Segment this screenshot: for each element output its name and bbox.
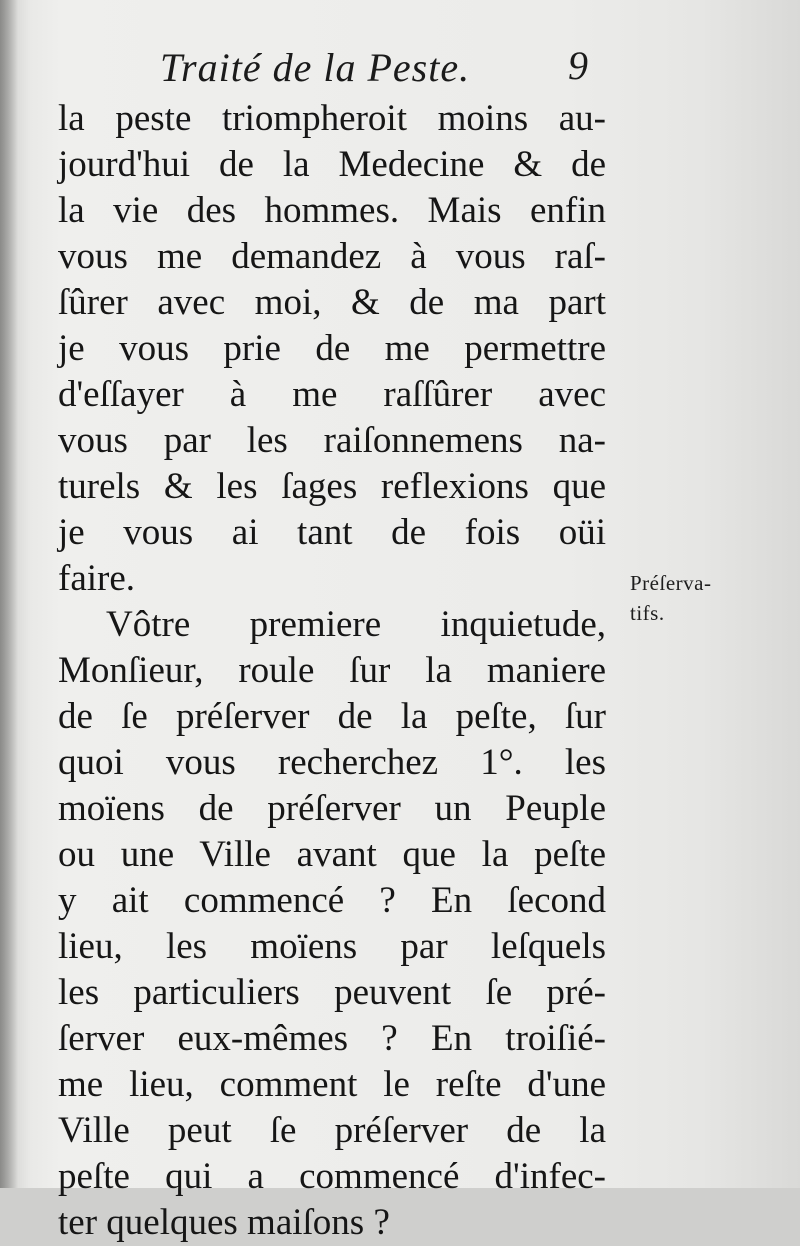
text-line: turels & les ſages reflexions que [58,466,606,507]
text-line: de ſe préſerver de la peſte, ſur [58,696,606,737]
text-line: vous par les raiſonnemens na- [58,420,606,461]
text-line: ou une Ville avant que la peſte [58,834,606,875]
running-head-title: Traité de la Peste. [160,45,471,90]
text-line: d'eſſayer à me raſſûrer avec [58,374,606,415]
text-line: les particuliers peuvent ſe pré- [58,972,606,1013]
marginal-note-line: tifs. [630,601,665,625]
text-line: je vous prie de me permettre [58,328,606,369]
text-line: ſûrer avec moi, & de ma part [58,282,606,323]
text-line: peſte qui a commencé d'infec- [58,1156,606,1197]
text-line: faire. [58,558,136,599]
text-line: lieu, les moïens par leſquels [58,926,606,967]
gutter-shadow [0,0,18,1188]
text-line: Vôtre premiere inquietude, [106,604,606,645]
marginal-note-line: Préſerva- [630,571,712,595]
text-line: je vous ai tant de fois oüi [58,512,606,553]
page-number: 9 [568,43,588,88]
text-line: Ville peut ſe préſerver de la [58,1110,606,1151]
text-line: jourd'hui de la Medecine & de [58,144,606,185]
text-line: me lieu, comment le reſte d'une [58,1064,606,1105]
text-line: la vie des hommes. Mais enfin [58,190,606,231]
text-line: Monſieur, roule ſur la maniere [58,650,606,691]
text-line: vous me demandez à vous raſ- [58,236,606,277]
text-line: moïens de préſerver un Peuple [58,788,606,829]
text-line: la peste triompheroit moins au- [58,98,606,139]
body-text [58,96,606,1246]
text-line: y ait commencé ? En ſecond [58,880,606,921]
text-line: ſerver eux-mêmes ? En troiſié- [58,1018,606,1059]
text-line: ter quelques maiſons ? [58,1202,390,1243]
text-line: quoi vous recherchez 1°. les [58,742,606,783]
marginal-note [630,568,770,628]
